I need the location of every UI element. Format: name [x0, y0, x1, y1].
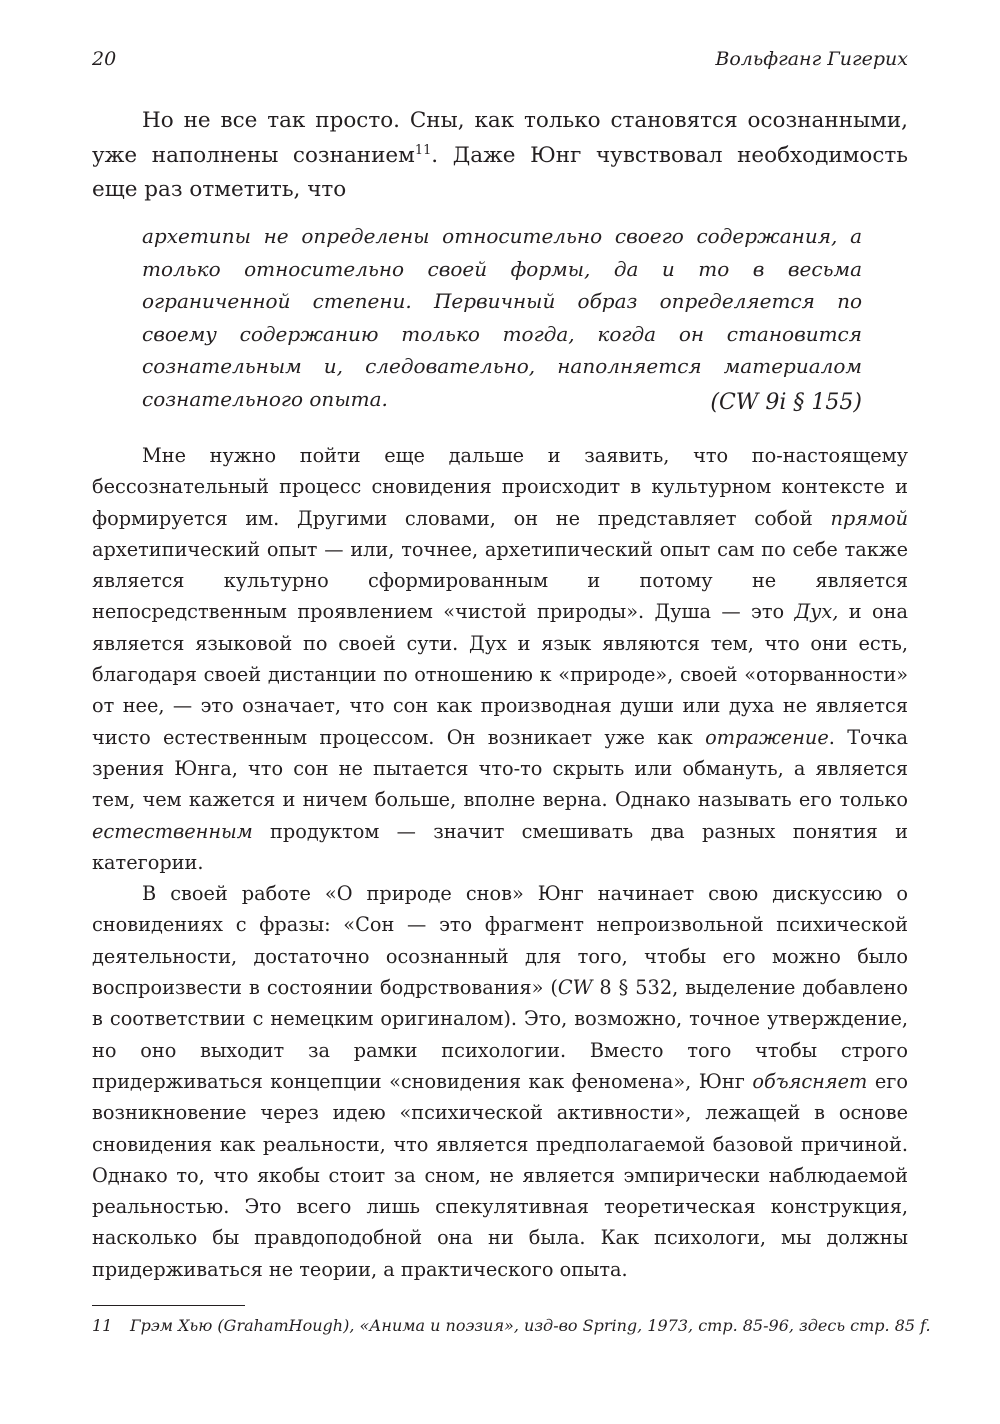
page-number: 20	[92, 48, 117, 70]
paragraph-2-emphasis: отражение	[705, 725, 829, 749]
paragraph-2-text: и она является языковой по своей сути. Дух и язык являются тем, что они есть, благодаря своей дистанции по отношению к «природе», своей «оторванности» от нее, — это означает, что сон как производная души или духа не является чисто естественным процессом. Он возникает уже как	[92, 600, 908, 749]
footnote-reference[interactable]: 11	[414, 142, 432, 158]
paragraph-3-text: 8 § 532, выделение добавлено в соответствии с немецким оригиналом). Это, возможно, точное утверждение, но оно выходит за рамки психологии. Вместо того чтобы строго придерживаться концепции «сновидения как феномена», Юнг	[92, 976, 908, 1093]
paragraph-1-text-a: Но не все так просто. Сны, как только становятся осознанными, уже наполнены сознанием	[92, 108, 908, 168]
paragraph-2-text: продуктом — значит смешивать два разных понятия и категории.	[92, 819, 908, 874]
paragraph-3-emphasis: объясняет	[752, 1069, 868, 1093]
block-quote: архетипы не определены относительно своего содержания, а только относительно своей формы, да и то в весьма ограниченной степени. Первичный образ определяется по своему содержанию только тогда, когда он становится сознательным и, следовательно, наполняется материалом сознательного опыта.	[142, 224, 862, 411]
paragraph-3-text: В своей работе «О природе снов» Юнг начинает свою дискуссию о сновидениях с фразы: «Сон — это фрагмент непроизвольной психической деятельности, достаточно осознанный для того, чтобы его можно было воспроизвести в состоянии бодрствования» (	[92, 882, 908, 1000]
footnote-divider	[92, 1305, 245, 1306]
paragraph-2-emphasis: прямой	[830, 506, 908, 530]
paragraph-1-text-b: . Даже Юнг чувствовал необходимость еще раз отметить, что	[92, 142, 908, 203]
paragraph-2	[92, 440, 908, 878]
paragraph-1	[92, 104, 908, 208]
paragraph-2-emphasis: естественным	[92, 819, 253, 843]
footnote-number: 11	[92, 1316, 113, 1335]
paragraph-3-text: его возникновение через идею «психической активности», лежащей в основе сновидения как реальности, что является предполагаемой базовой причиной. Однако то, что якобы стоит за сном, не является эмпирически наблюдаемой реальностью. Это всего лишь спекулятивная теоретическая конструкция, насколько бы правдоподобной она ни была. Как психологи, мы должны придерживаться не теории, а практического опыта.	[92, 1069, 908, 1281]
quote-citation: (CW 9i § 155)	[710, 390, 862, 415]
running-header-author: Вольфганг Гигерих	[715, 48, 908, 70]
main-text	[92, 440, 908, 1285]
paragraph-2-emphasis: Дух,	[794, 600, 839, 624]
paragraph-2-text: Мне нужно пойти еще дальше и заявить, что по-настоящему бессознательный процесс сновидения происходит в культурном контексте и формируется им. Другими словами, он не представляет собой	[92, 444, 908, 530]
footnote-text: Грэм Хью (GrahamHough), «Анима и поэзия», изд-во Spring, 1973, стр. 85-96, здесь стр. 85 f.	[130, 1316, 931, 1335]
paragraph-2-text: архетипический опыт — или, точнее, архетипический опыт сам по себе также является культурно сформированным и потому не является непосредственным проявлением «чистой природы». Душа — это	[92, 537, 908, 624]
paragraph-3	[92, 878, 908, 1285]
paragraph-3-emphasis: CW	[557, 976, 593, 1000]
paragraph-2-text: . Точка зрения Юнга, что сон не пытается что-то скрыть или обмануть, а является тем, чем кажется и ничем больше, вполне верна. Однако называть его только	[92, 725, 908, 812]
footnote	[92, 1316, 931, 1335]
